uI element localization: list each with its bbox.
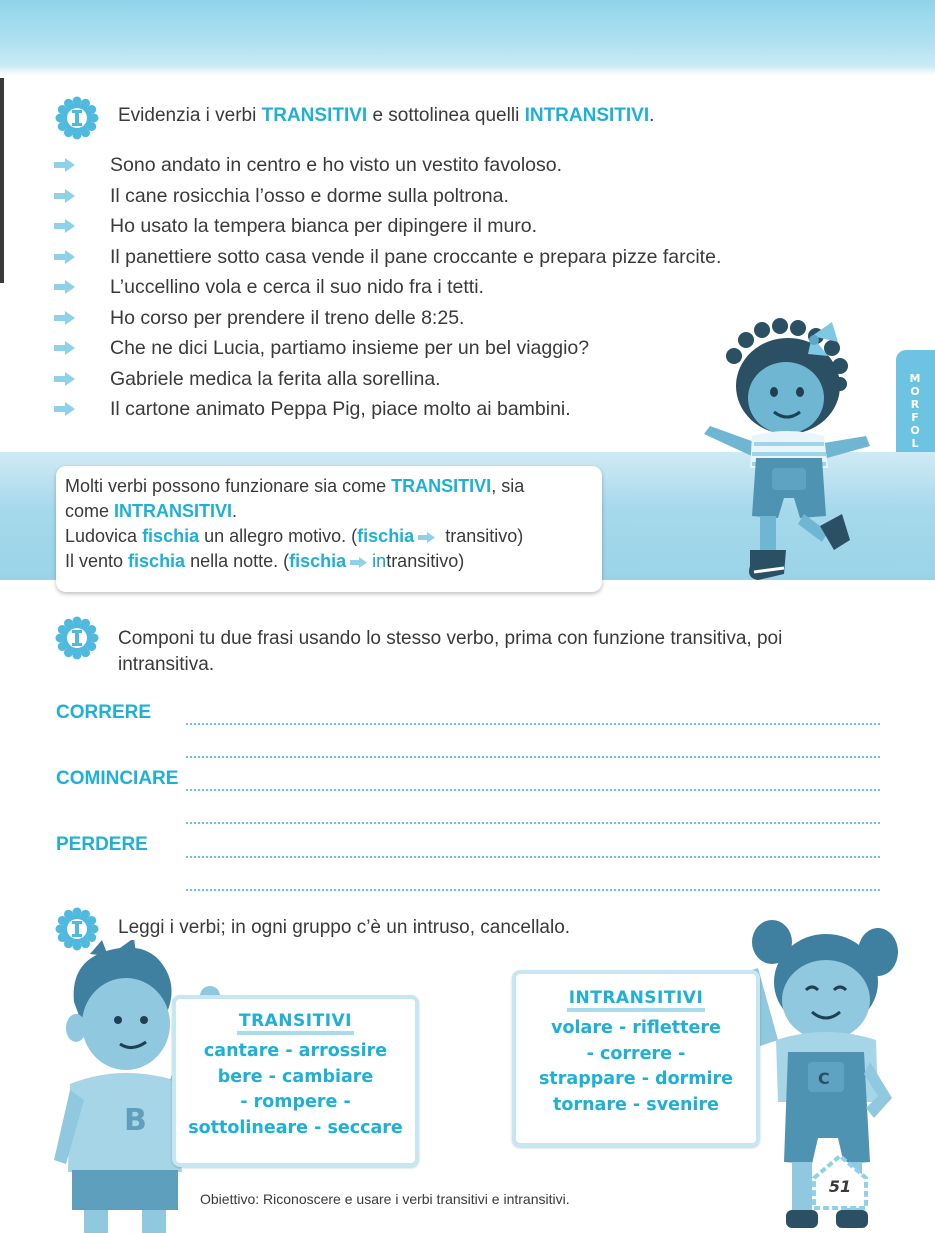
arrow-icon	[418, 532, 436, 543]
arrow-bullet-icon	[54, 189, 76, 203]
arrow-icon	[350, 557, 368, 568]
arrow-bullet-icon	[54, 219, 76, 233]
answer-line-1[interactable]	[186, 723, 880, 725]
rule-info-box	[56, 466, 602, 592]
arrow-bullet-icon	[54, 372, 76, 386]
verb-group-line[interactable]: strappare - dormire	[539, 1069, 733, 1089]
arrow-bullet-icon	[54, 341, 76, 355]
verb-label-perdere: PERDERE	[56, 834, 148, 855]
sentence-text[interactable]: Ho usato la tempera bianca per dipingere il muro.	[110, 215, 538, 237]
exercise-2-instruction-line-2: intransitiva.	[118, 654, 215, 675]
verb-group-line[interactable]: tornare - svenire	[553, 1094, 719, 1115]
verb-group-line[interactable]: volare - riflettere	[551, 1018, 721, 1038]
info-line-4: Il vento fischia nella notte. (fischia intransitivo)	[65, 551, 465, 571]
side-tab-letter: F	[911, 411, 919, 424]
sentence-item[interactable]	[54, 211, 814, 242]
girl-pocket-letter: C	[818, 1069, 830, 1088]
answer-line-3[interactable]	[186, 789, 880, 791]
answer-line-4[interactable]	[186, 822, 880, 824]
arrow-bullet-icon	[54, 311, 76, 325]
answer-line-5[interactable]	[186, 856, 880, 858]
page-number-badge	[810, 1152, 870, 1210]
verb-group-line[interactable]: - rompere -	[240, 1092, 351, 1112]
dancing-girl-illustration	[700, 318, 876, 590]
arrow-bullet-icon	[54, 280, 76, 294]
learning-objective: Obiettivo: Riconoscere e usare i verbi transitivi e intransitivi.	[200, 1191, 570, 1207]
exercise-1-instruction: Evidenzia i verbi TRANSITIVI e sottolinea quelli INTRANSITIVI.	[118, 105, 655, 126]
exercise-3-instruction: Leggi i verbi; in ogni gruppo c’è un intruso, cancellalo.	[118, 917, 571, 938]
info-line-1: Molti verbi possono funzionare sia come TRANSITIVI, sia	[65, 476, 525, 496]
sentence-text[interactable]: Il panettiere sotto casa vende il pane croccante e prepara pizze farcite.	[110, 245, 722, 268]
side-tab-letter: M	[909, 372, 921, 385]
sentence-text[interactable]: Gabriele medica la ferita alla sorellina.	[110, 367, 441, 390]
side-tab-letter: O	[910, 424, 920, 437]
exercise-1-icon	[55, 96, 99, 140]
sentence-item[interactable]	[54, 272, 814, 303]
arrow-bullet-icon	[54, 402, 76, 416]
exercise-2-icon	[55, 616, 99, 660]
left-margin-rule	[0, 78, 4, 283]
exercise-2-instruction-line-1: Componi tu due frasi usando lo stesso verbo, prima con funzione transitiva, poi	[118, 628, 783, 649]
verb-group-line[interactable]: bere - cambiare	[217, 1066, 374, 1087]
verb-label-cominciare: COMINCIARE	[56, 768, 179, 789]
answer-line-2[interactable]	[186, 756, 880, 758]
sentence-text[interactable]: Che ne dici Lucia, partiamo insieme per un bel viaggio?	[110, 337, 590, 359]
sentence-text[interactable]: Sono andato in centro e ho visto un vestito favoloso.	[110, 154, 563, 176]
side-tab-letter: R	[910, 398, 920, 411]
transitivi-verb-list	[176, 1039, 415, 1141]
sentence-item[interactable]	[54, 181, 814, 212]
answer-line-6[interactable]	[186, 889, 880, 891]
transitivi-box-title: TRANSITIVI	[176, 1011, 415, 1031]
sentence-item[interactable]	[54, 242, 814, 273]
intransitivi-verb-list	[516, 1016, 756, 1118]
sentence-item[interactable]	[54, 150, 814, 181]
transitivi-verb-box	[172, 995, 419, 1167]
verb-group-line[interactable]: cantare - arrossire	[203, 1041, 388, 1061]
intransitivi-box-title: INTRANSITIVI	[516, 988, 756, 1008]
info-line-3: Ludovica fischia un allegro motivo. (fischia transitivo)	[65, 526, 524, 546]
verb-group-line[interactable]: - correre -	[586, 1043, 686, 1064]
side-tab-letter: O	[910, 385, 920, 398]
info-line-2: come INTRANSITIVI.	[65, 501, 238, 521]
sentence-text[interactable]: Il cartone animato Peppa Pig, piace molto ai bambini.	[110, 398, 571, 420]
side-tab-letter: L	[911, 437, 919, 450]
intransitivi-verb-box	[512, 970, 760, 1147]
sentence-text[interactable]: L’uccellino vola e cerca il suo nido fra i tetti.	[110, 276, 484, 298]
exercise-2-instruction	[118, 626, 888, 678]
arrow-bullet-icon	[54, 250, 76, 264]
sentence-text[interactable]: Ho corso per prendere il treno delle 8:25.	[110, 306, 465, 329]
boy-shirt-letter: B	[124, 1103, 147, 1138]
verb-label-correre: CORRERE	[56, 702, 152, 723]
arrow-bullet-icon	[54, 158, 76, 172]
verb-group-line[interactable]: sottolineare - seccare	[188, 1117, 403, 1138]
top-decorative-band	[0, 0, 935, 76]
page-number: 51	[828, 1177, 852, 1196]
sentence-text[interactable]: Il cane rosicchia l’osso e dorme sulla poltrona.	[110, 184, 509, 207]
